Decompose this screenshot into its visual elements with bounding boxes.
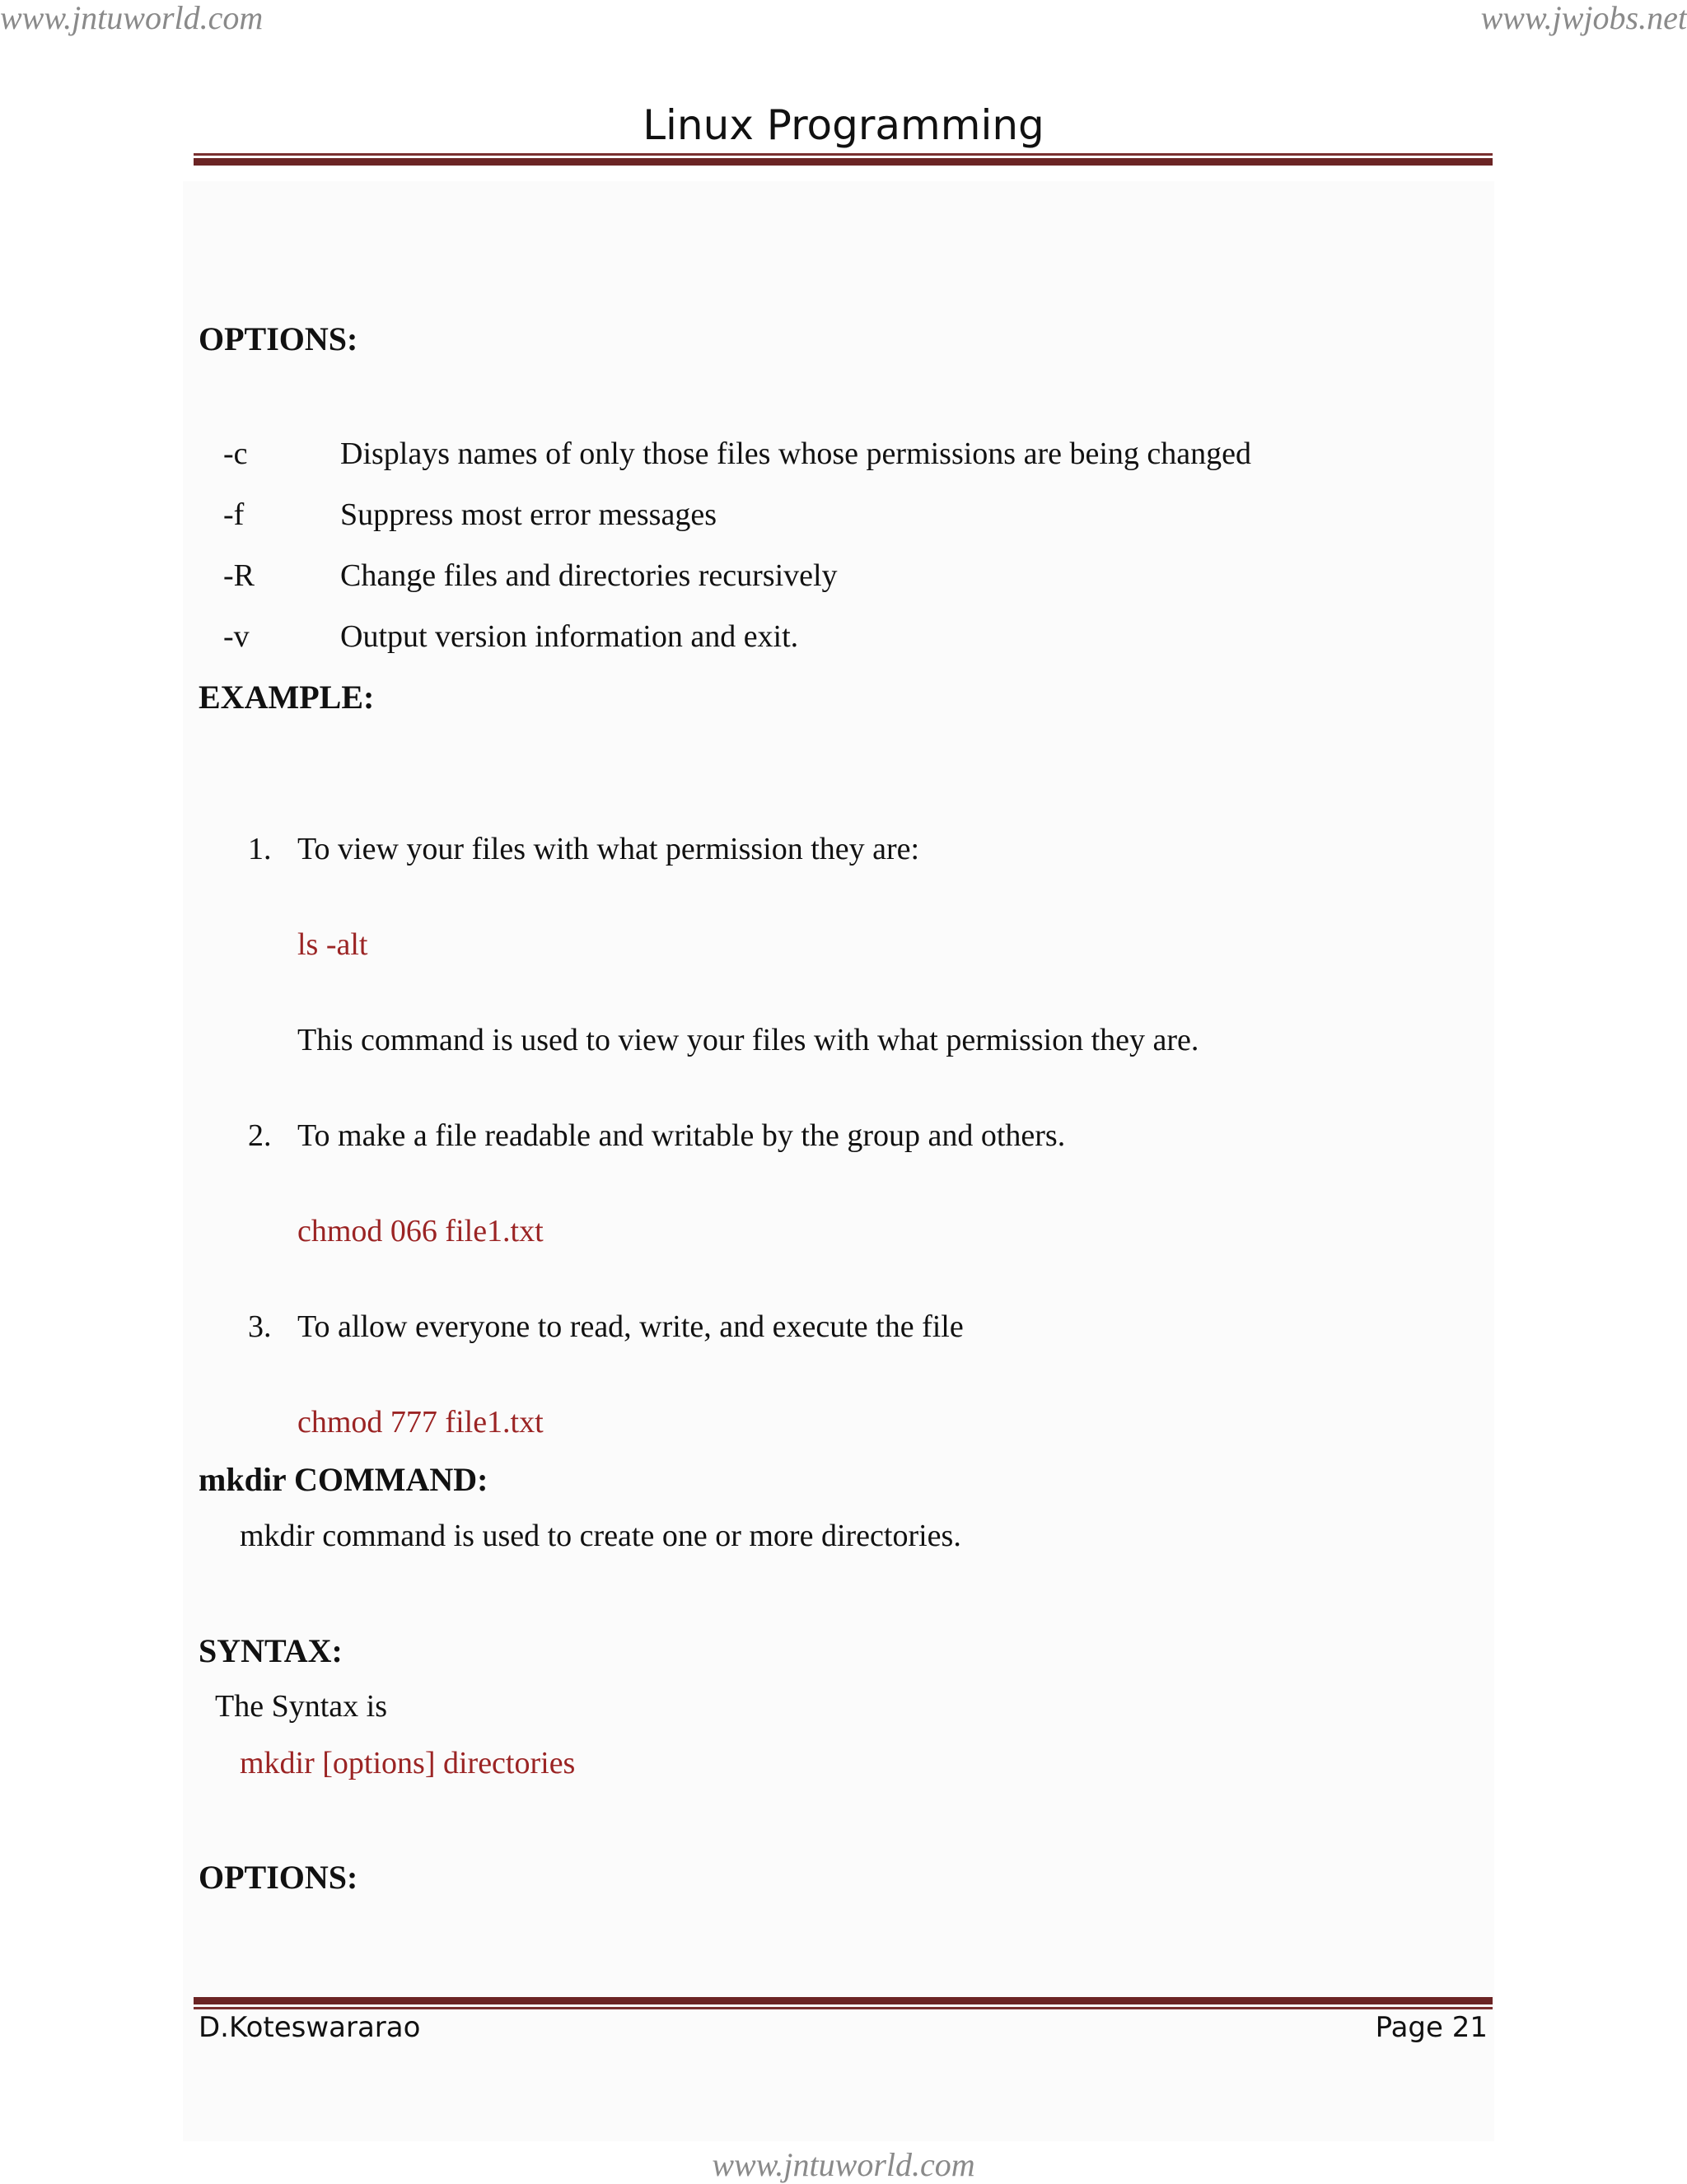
example-note: This command is used to view your files with what permission they are.	[297, 1023, 1199, 1057]
option-flag: -v	[223, 619, 250, 654]
mkdir-heading: mkdir COMMAND:	[199, 1461, 488, 1498]
options-heading: OPTIONS:	[199, 1859, 358, 1896]
footer-rule-thin	[194, 2007, 1493, 2009]
syntax-command: mkdir [options] directories	[240, 1746, 576, 1780]
example-number: 2.	[248, 1118, 272, 1153]
header-rule-thin	[194, 153, 1493, 156]
page-body	[183, 181, 1494, 2141]
header-rule-thick	[194, 158, 1493, 166]
options-heading: OPTIONS:	[199, 320, 358, 357]
example-command: chmod 066 file1.txt	[297, 1214, 544, 1248]
mkdir-description: mkdir command is used to create one or more directories.	[240, 1519, 961, 1553]
example-command: chmod 777 file1.txt	[297, 1405, 544, 1440]
example-command: ls -alt	[297, 927, 368, 962]
syntax-intro: The Syntax is	[215, 1689, 387, 1724]
option-description: Change files and directories recursively	[340, 558, 838, 593]
example-text: To view your files with what permission they are:	[297, 832, 920, 866]
page-number: Page 21	[1375, 2011, 1488, 2044]
example-number: 3.	[248, 1309, 272, 1344]
option-flag: -f	[223, 497, 245, 532]
syntax-heading: SYNTAX:	[199, 1632, 343, 1669]
example-text: To make a file readable and writable by the group and others.	[297, 1118, 1066, 1153]
option-description: Suppress most error messages	[340, 497, 717, 532]
option-description: Output version information and exit.	[340, 619, 799, 654]
watermark-top-right: www.jwjobs.net	[1480, 0, 1687, 36]
watermark-top-left: www.jntuworld.com	[0, 0, 264, 36]
option-description: Displays names of only those files whose permissions are being changed	[340, 436, 1251, 471]
option-flag: -c	[223, 436, 248, 471]
watermark-bottom: www.jntuworld.com	[712, 2146, 975, 2183]
page-title: Linux Programming	[643, 101, 1044, 149]
footer-author: D.Koteswararao	[199, 2011, 421, 2044]
option-flag: -R	[223, 558, 255, 593]
footer-rule-thick	[194, 1997, 1493, 2004]
example-heading: EXAMPLE:	[199, 679, 375, 716]
example-number: 1.	[248, 832, 272, 866]
example-text: To allow everyone to read, write, and execute the file	[297, 1309, 964, 1344]
